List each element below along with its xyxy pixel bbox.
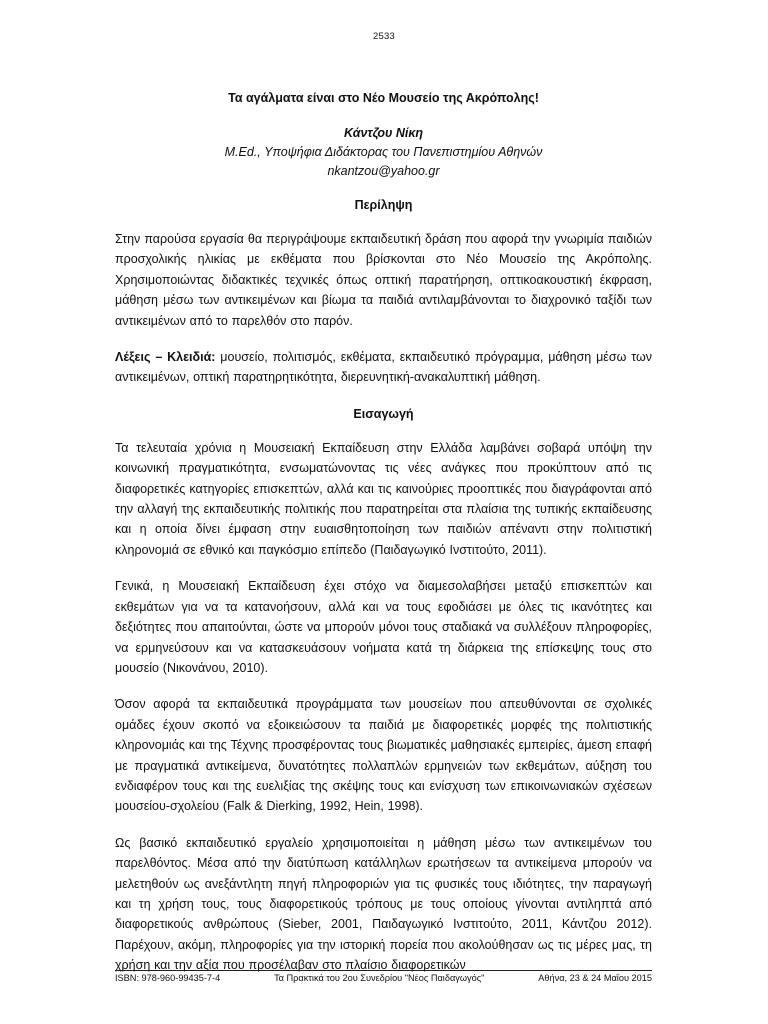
introduction-heading: Εισαγωγή [353,406,414,421]
keywords-paragraph [115,347,652,388]
intro-paragraph-4: Ως βασικό εκπαιδευτικό εργαλείο χρησιμοποιείται η μάθηση μέσω των αντικειμένων του παρελθόντος. Μέσα από την διατύπωση κατάλληλων ερωτήσεων τα αντικείμενα μπορούν να μελετηθούν ως ανεξάντλητη πηγή πληροφοριών για τις φυσικές τους ιδιότητες, την παραγωγή και τη χρήση τους, τους διαφορετικούς τρόπους με τους οποίους γίνονται αντιληπτά από διαφορετικούς ανθρώπους (Sieber, 2001, Παιδαγωγικό Ινστιτούτο, 2011, Κάντζου 2012). Παρέχουν, ακόμη, πληροφορίες για την ιστορική πορεία που ακολούθησαν ως τις μέρες μας, τη χρήση και την αξία που προσέλαβαν στο πλαίσιο διαφορετικών [115,835,652,973]
author-block [115,124,652,181]
intro-paragraph-2: Γενικά, η Μουσειακή Εκπαίδευση έχει στόχο να διαμεσολαβήσει μεταξύ επισκεπτών και εκθεμάτων για να τα κατανοήσουν, αλλά και να τους εφοδιάσει με όλες τις ικανότητες και δεξιότητες που απαιτούνται, ώστε να μπορούν μόνοι τους σταδιακά να συλλέξουν πληροφορίες, να ερμηνεύσουν και να κατασκευάσουν νοήματα κατά τη διάρκεια της επίσκεψης τους στο μουσείο (Νικονάνου, 2010). [115,579,652,675]
author-email: nkantzou@yahoo.gr [327,164,440,178]
keywords-label: Λέξεις – Κλειδιά: [115,350,216,365]
intro-paragraph-3: Όσον αφορά τα εκπαιδευτικά προγράμματα των μουσείων που απευθύνονται σε σχολικές ομάδες έχουν σκοπό να εξοικειώσουν τα παιδιά με διαφορετικές μορφές της πολιτιστικής κληρονομιάς και της Τέχνης προσφέροντας τους βιωματικές μαθησιακές εμπειρίες, άμεση επαφή με πραγματικά αντικείμενα, δυνατότητες πολλαπλών ερμηνειών των εκθεμάτων, αύξηση του ενδιαφέρον τους και της ευελιξίας της σκέψης τους και ενίσχυση των επικοινωνιακών σχέσεων μουσείου-σχολείου (Falk & Dierking, 1992, Hein, 1998). [115,697,652,814]
footer-place-date: Αθήνα, 23 & 24 Μαΐου 2015 [538,973,652,983]
author-affiliation: M.Ed., Υποψήφια Διδάκτορας του Πανεπιστημίου Αθηνών [224,145,543,159]
footer-isbn: ISBN: 978-960-99435-7-4 [115,973,221,983]
footer-proceedings: Τα Πρακτικά του 2ου Συνεδρίου "Νέος Παιδαγωγός" [274,973,485,983]
abstract-text: Στην παρούσα εργασία θα περιγράψουμε εκπαιδευτική δράση που αφορά την γνωριμία παιδιών προσχολικής ηλικίας με εκθέματα που βρίσκονται στο Νέο Μουσείο της Ακρόπολης. Χρησιμοποιώντας διδακτικές τεχνικές όπως οπτική παρατήρηση, οπτικοακουστική έκφραση, μάθηση μέσω των αντικειμένων και βίωμα τα παιδιά αντιλαμβάνονται το διαχρονικό ταξίδι των αντικειμένων από το παρελθόν στο παρόν. [115,232,652,328]
paper-title: Τα αγάλματα είναι στο Νέο Μουσείο της Ακρόπολης! [228,91,539,105]
abstract-heading: Περίληψη [354,198,413,212]
page-number: 2533 [373,31,395,42]
page-footer [115,970,652,983]
keywords-text: μουσείο, πολιτισμός, εκθέματα, εκπαιδευτικό πρόγραμμα, μάθηση μέσω των αντικειμένων, οπτική παρατηρητικότητα, διερευνητική-ανακαλυπτική μάθηση. [115,350,652,385]
document-body [115,88,652,992]
author-name: Κάντζου Νίκη [343,126,424,140]
intro-paragraph-1: Τα τελευταία χρόνια η Μουσειακή Εκπαίδευση στην Ελλάδα λαμβάνει σοβαρά υπόψη την κοινωνική πραγματικότητα, ενσωματώνοντας τις νέες ανάγκες που προκύπτουν από τις διαφορετικές κατηγορίες επισκεπτών, αλλά και τις καινούριες προοπτικές που διαγράφονται από την αλλαγή της εκπαιδευτικής πολιτικής που παρατηρείται στα πλαίσια της τυπικής εκπαίδευσης και η οποία δίνει έμφαση στην ευαισθητοποίηση των παιδιών απέναντι στην πολιτιστική κληρονομιά σε εθνικό και παγκόσμιο επίπεδο (Παιδαγωγικό Ινστιτούτο, 2011). [115,440,652,557]
